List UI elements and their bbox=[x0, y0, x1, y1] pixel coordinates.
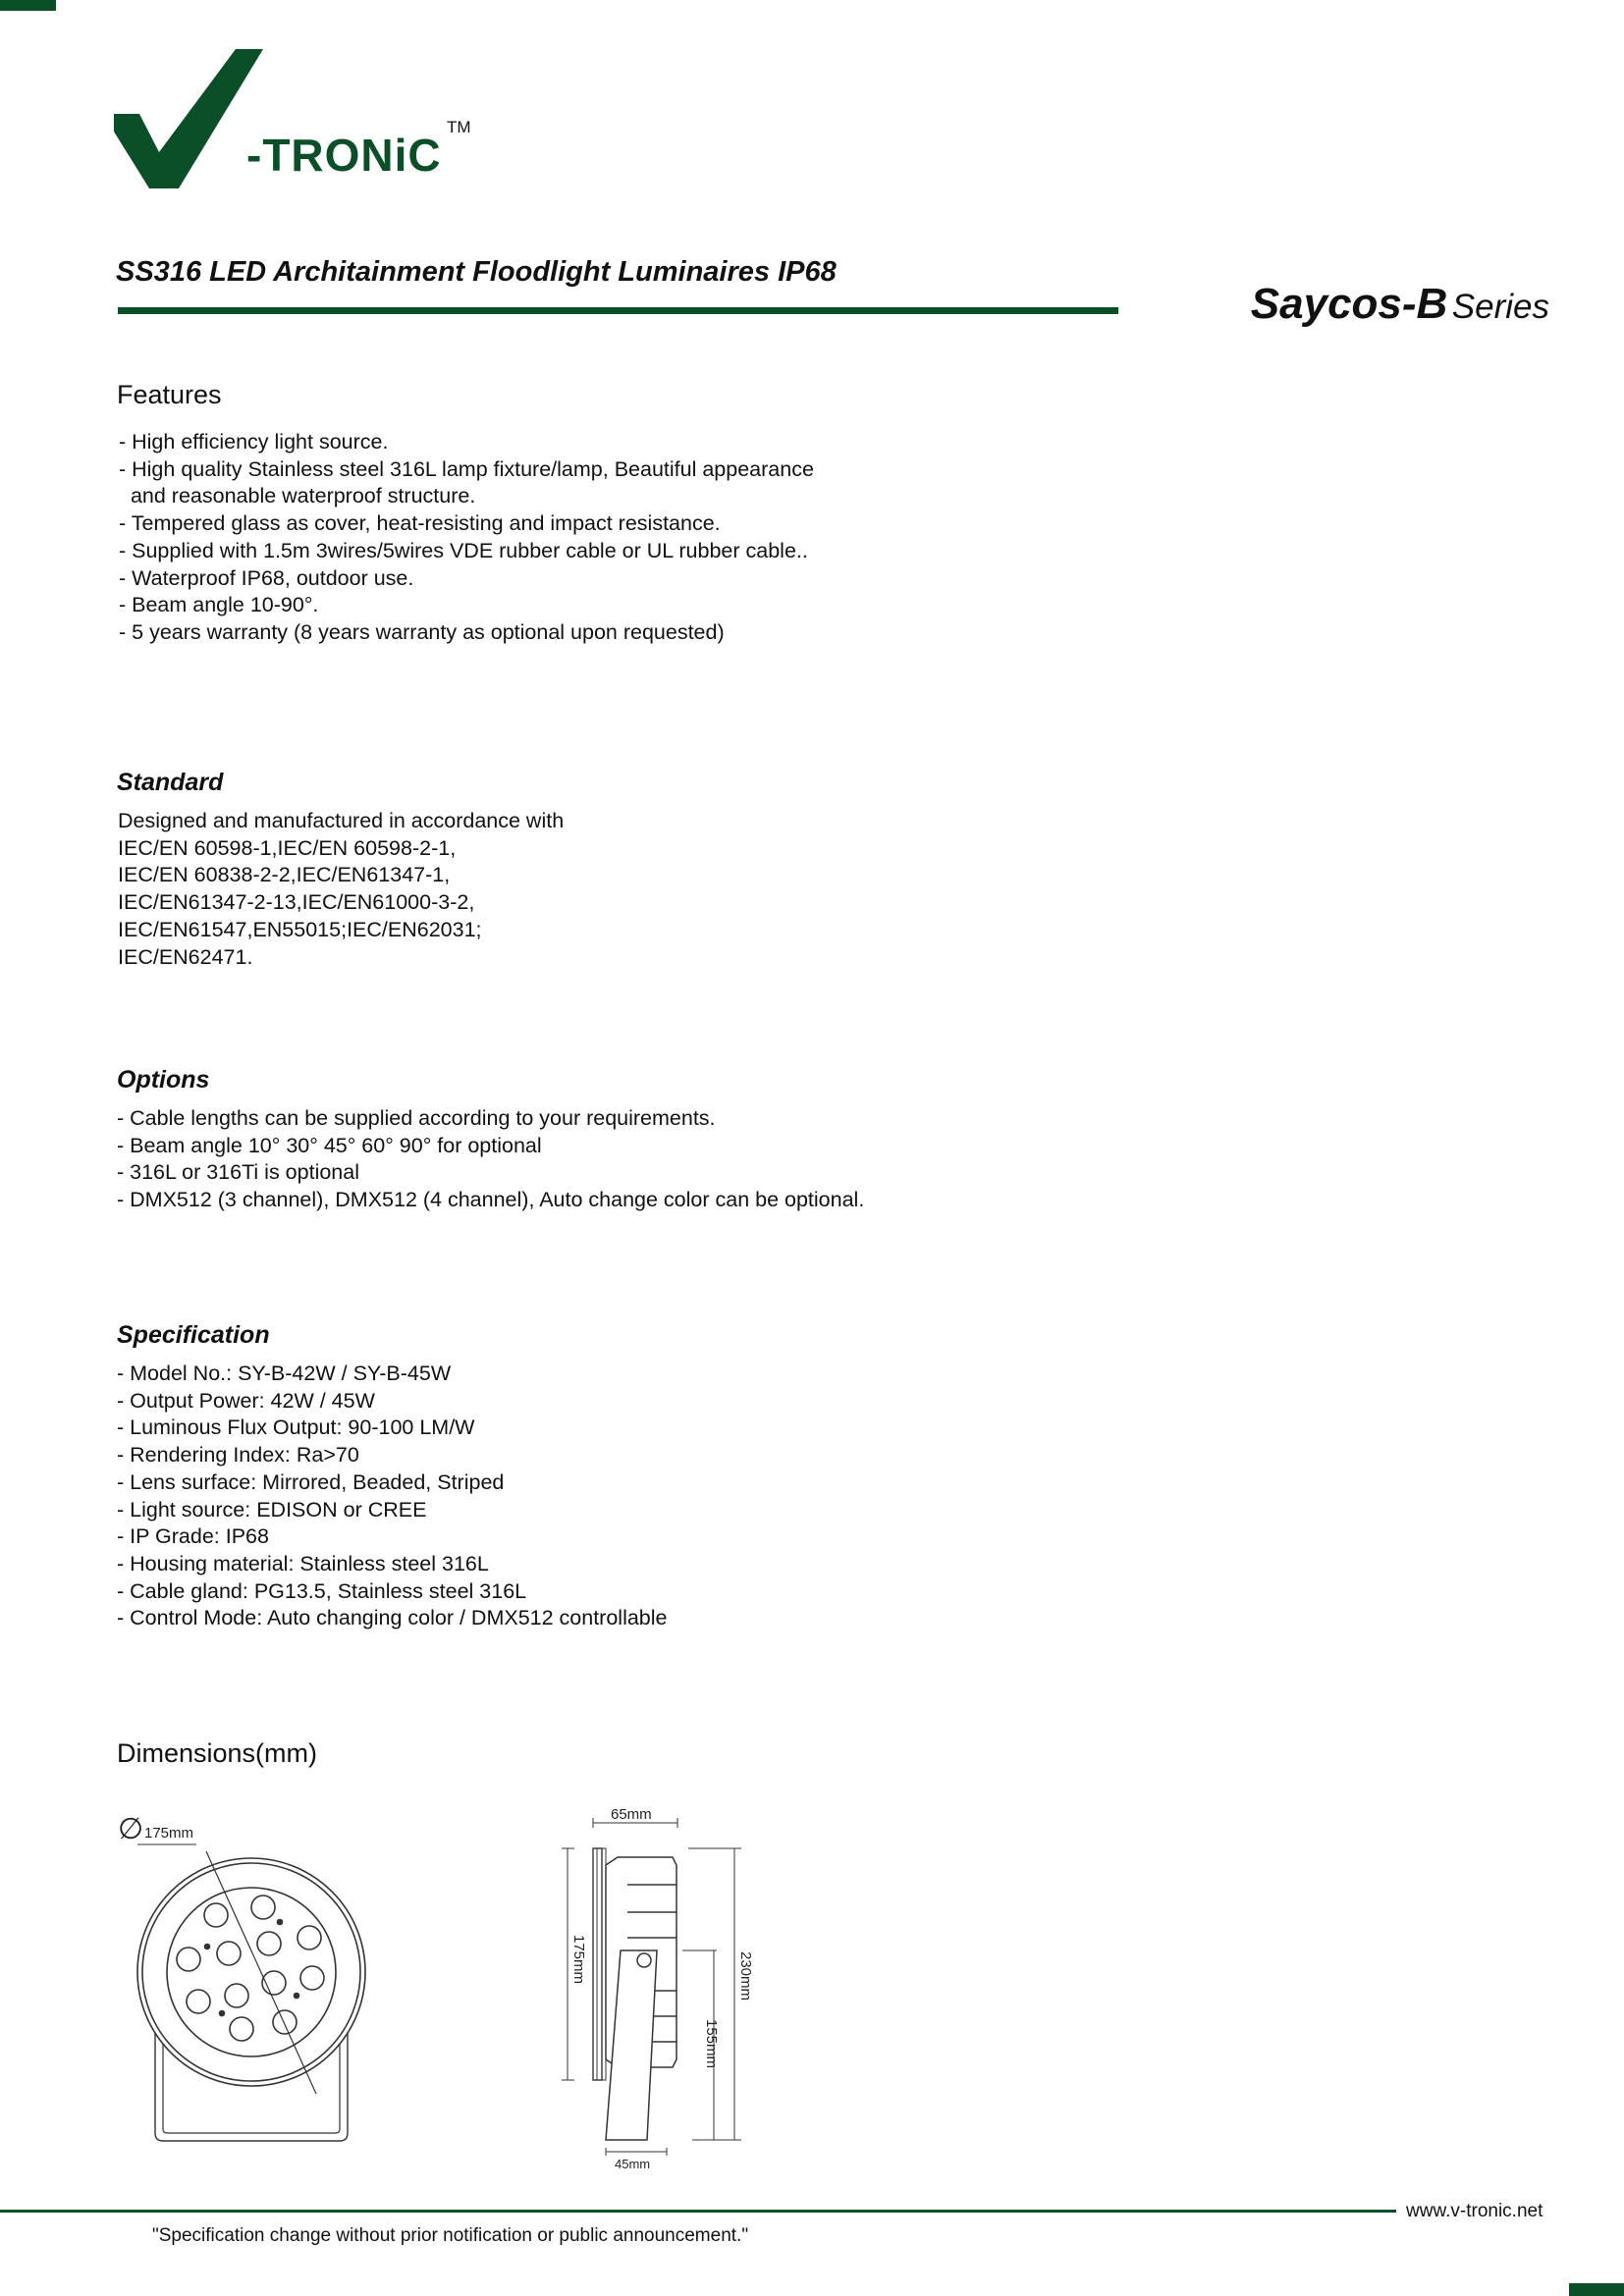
series-word: Series bbox=[1451, 288, 1549, 326]
list-item: - High efficiency light source. bbox=[119, 430, 389, 454]
features-heading: Features bbox=[117, 380, 222, 409]
standard-line: IEC/EN 60598-1,IEC/EN 60598-2-1, bbox=[118, 835, 457, 860]
standard-line: IEC/EN61347-2-13,IEC/EN61000-3-2, bbox=[118, 890, 475, 915]
side-total-height-label: 230mm bbox=[737, 1951, 754, 2002]
specification-list bbox=[117, 1361, 668, 1632]
list-item: - DMX512 (3 channel), DMX512 (4 channel), Auto change color can be optional. bbox=[117, 1188, 865, 1212]
list-item: - Luminous Flux Output: 90-100 LM/W bbox=[117, 1415, 475, 1440]
standard-text bbox=[118, 808, 564, 971]
standard-line: IEC/EN62471. bbox=[118, 944, 253, 969]
side-mount-height-label: 155mm bbox=[703, 2019, 720, 2069]
trademark-mark: TM bbox=[447, 118, 471, 136]
side-base-width-label: 45mm bbox=[615, 2157, 651, 2171]
corner-accent-bottom bbox=[1569, 2283, 1624, 2296]
standard-heading: Standard bbox=[117, 769, 224, 796]
front-diameter-label: 175mm bbox=[144, 1825, 194, 1842]
list-item: - Rendering Index: Ra>70 bbox=[117, 1443, 359, 1468]
standard-line: IEC/EN 60838-2-2,IEC/EN61347-1, bbox=[118, 863, 451, 887]
list-item: - Control Mode: Auto changing color / DMX512 controllable bbox=[117, 1606, 668, 1630]
list-item: - Light source: EDISON or CREE bbox=[117, 1497, 427, 1522]
corner-accent-top bbox=[0, 0, 56, 11]
list-item: - High quality Stainless steel 316L lamp fixture/lamp, Beautiful appearance bbox=[119, 456, 814, 481]
series-name: Saycos-B bbox=[1250, 280, 1448, 328]
list-item: - 316L or 316Ti is optional bbox=[117, 1160, 359, 1185]
list-item: - Beam angle 10-90°. bbox=[119, 593, 319, 617]
list-item: - Lens surface: Mirrored, Beaded, Striped bbox=[117, 1469, 505, 1494]
standard-line: IEC/EN61547,EN55015;IEC/EN62031; bbox=[118, 917, 482, 941]
list-item: - Output Power: 42W / 45W bbox=[117, 1388, 375, 1413]
list-item: - Housing material: Stainless steel 316L bbox=[117, 1551, 489, 1575]
document-title: SS316 LED Architainment Floodlight Luminaires IP68 bbox=[116, 256, 837, 288]
side-depth-label: 65mm bbox=[611, 1806, 652, 1823]
side-face-height-label: 175mm bbox=[570, 1935, 587, 1985]
list-item: - Tempered glass as cover, heat-resisting and impact resistance. bbox=[119, 511, 721, 536]
list-item: - Beam angle 10° 30° 45° 60° 90° for optional bbox=[117, 1133, 542, 1157]
brand-logo-text: -TRONiC bbox=[246, 130, 442, 181]
options-heading: Options bbox=[117, 1066, 210, 1094]
specification-heading: Specification bbox=[117, 1321, 270, 1349]
footer-note: "Specification change without prior notification or public announcement." bbox=[152, 2225, 749, 2246]
list-item: - Cable gland: PG13.5, Stainless steel 316L bbox=[117, 1578, 527, 1603]
title-divider bbox=[118, 307, 1118, 314]
footer-divider bbox=[0, 2210, 1396, 2213]
list-item: - Waterproof IP68, outdoor use. bbox=[119, 565, 414, 590]
list-item: and reasonable waterproof structure. bbox=[119, 484, 476, 508]
list-item: - 5 years warranty (8 years warranty as optional upon requested) bbox=[119, 619, 725, 644]
list-item: - Model No.: SY-B-42W / SY-B-45W bbox=[117, 1362, 452, 1385]
list-item: - Supplied with 1.5m 3wires/5wires VDE rubber cable or UL rubber cable.. bbox=[119, 538, 808, 562]
front-view-drawing bbox=[108, 1809, 383, 2163]
dimensions-heading: Dimensions(mm) bbox=[117, 1738, 318, 1768]
diameter-symbol: ∅ bbox=[118, 1813, 144, 1845]
series-label bbox=[1251, 281, 1549, 328]
options-list bbox=[117, 1105, 864, 1214]
website-link[interactable]: www.v-tronic.net bbox=[1406, 2201, 1543, 2221]
standard-line: Designed and manufactured in accordance with bbox=[118, 809, 565, 832]
features-list bbox=[119, 429, 814, 647]
side-view-drawing bbox=[545, 1806, 771, 2179]
list-item: - IP Grade: IP68 bbox=[117, 1524, 269, 1549]
list-item: - Cable lengths can be supplied according to your requirements. bbox=[117, 1106, 716, 1130]
